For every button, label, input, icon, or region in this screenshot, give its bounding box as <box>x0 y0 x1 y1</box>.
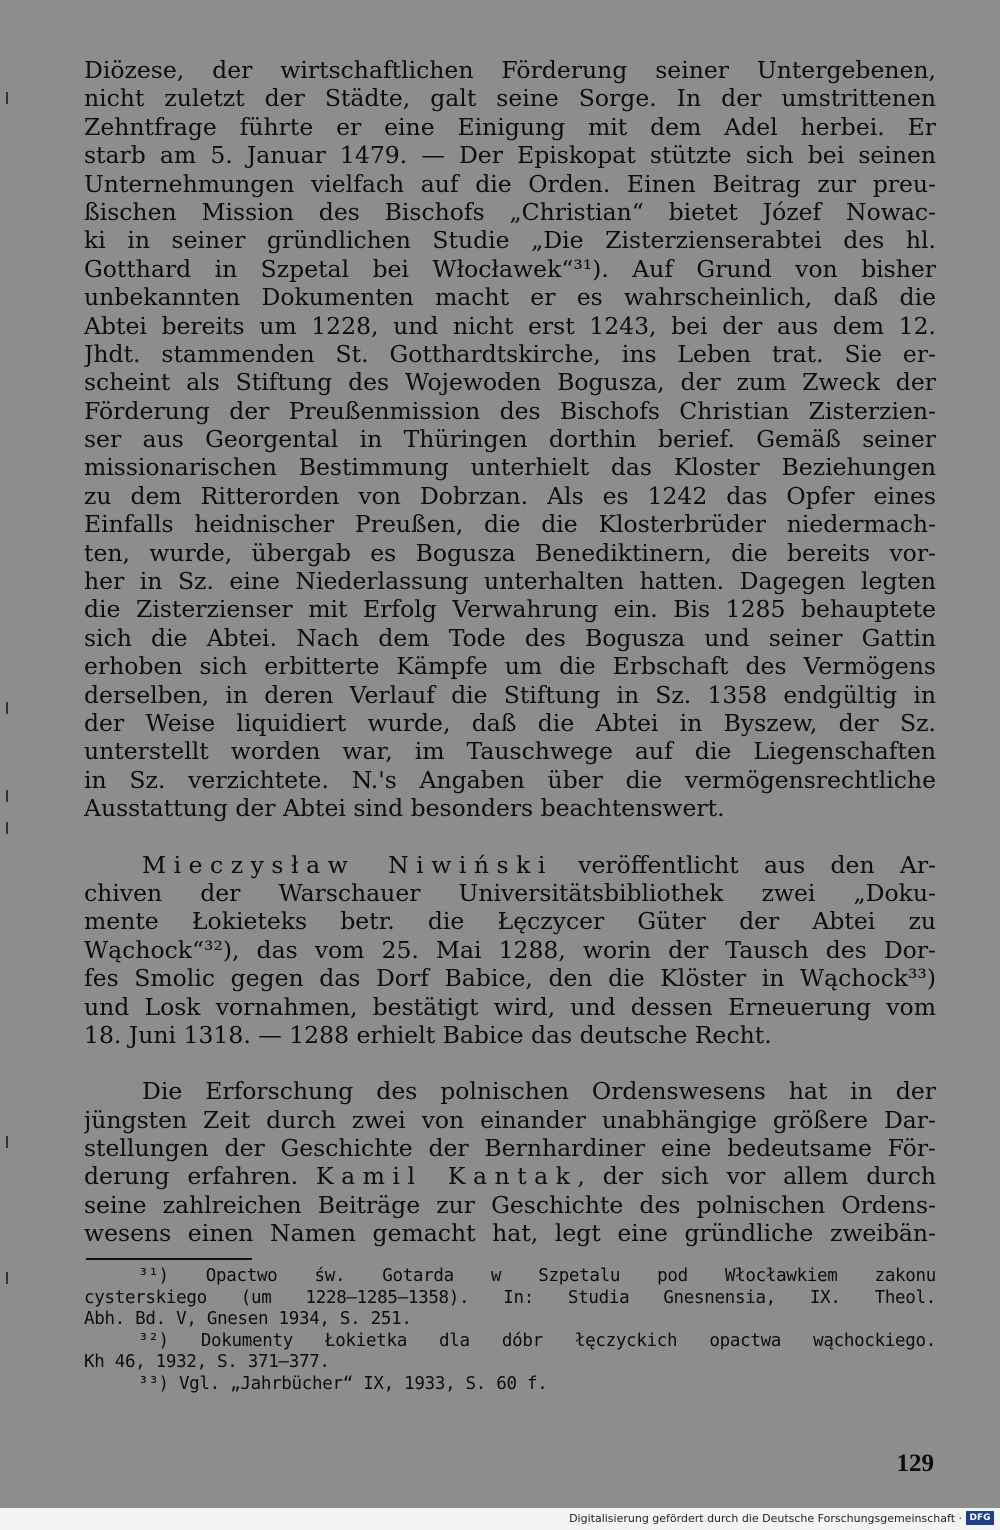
footnote-line: Abh. Bd. V, Gnesen 1934, S. 251. <box>84 1309 412 1330</box>
text-line: der Weise liquidiert wurde, daß die Abtei in Byszew, der Sz. <box>84 708 936 737</box>
text-line: missionarischen Bestimmung unterhielt das Kloster Beziehungen <box>84 453 936 482</box>
text-line: in Sz. verzichtete. N.'s Angaben über die vermögensrechtliche <box>84 765 936 794</box>
text-line: und Losk vornahmen, bestätigt wird, und dessen Erneuerung vom <box>84 992 936 1021</box>
text-line: sich die Abtei. Nach dem Tode des Bogusza und seiner Gattin <box>84 623 936 652</box>
text-line: Diözese, der wirtschaftlichen Förderung seiner Untergebenen, <box>84 56 936 84</box>
text-line: Ausstattung der Abtei sind besonders beachtenswert. <box>84 794 725 823</box>
text-line: Förderung der Preußenmission des Bischofs Christian Zisterzien- <box>84 396 936 425</box>
text-line: wesens einen Namen gemacht hat, legt eine gründliche zweibän- <box>84 1219 936 1248</box>
text-line: jüngsten Zeit durch zwei von einander unabhängige größere Dar- <box>84 1105 936 1134</box>
text-line: ki in seiner gründlichen Studie „Die Zisterzienserabtei des hl. <box>84 226 936 255</box>
paragraph-gap <box>84 823 936 851</box>
scan-mark <box>6 790 8 802</box>
paragraph-gap <box>84 1049 936 1077</box>
text-line: Zehntfrage führte er eine Einigung mit dem Adel herbei. Er <box>84 112 936 141</box>
text-line: her in Sz. eine Niederlassung unterhalten hatten. Dagegen legten <box>84 567 936 596</box>
text-line: mente Łokieteks betr. die Łęczycer Güter der Abtei zu <box>84 907 936 936</box>
text-line: fes Smolic gegen das Dorf Babice, den die Klöster in Wąchock³³) <box>84 964 936 993</box>
author-name: Kamil Kantak <box>316 1162 578 1191</box>
text-line: zu dem Ritterorden von Dobrzan. Als es 1242 das Opfer eines <box>84 481 936 510</box>
text-line: stellungen der Geschichte der Bernhardiner eine bedeutsame För- <box>84 1134 936 1163</box>
page-number: 129 <box>896 1450 934 1477</box>
footnote-line: ³²) Dokumenty Łokietka dla dóbr łęczyckich opactwa wąchockiego. <box>138 1330 936 1351</box>
text-line: Wąchock“³²), das vom 25. Mai 1288, worin der Tausch des Dor- <box>84 935 936 964</box>
text-run: derung erfahren. <box>84 1162 317 1191</box>
text-line: seine zahlreichen Beiträge zur Geschichte des polnischen Ordens- <box>84 1190 936 1219</box>
footnote-rule <box>86 1258 252 1260</box>
text-line: unbekannten Dokumenten macht er es wahrscheinlich, daß die <box>84 283 936 312</box>
author-name: Mieczysław Niwiński <box>142 850 553 879</box>
scan-mark <box>6 702 8 714</box>
text-line: nicht zuletzt der Städte, galt seine Sorge. In der umstrittenen <box>84 84 936 113</box>
scan-mark <box>6 1136 8 1148</box>
text-line: erhoben sich erbitterte Kämpfe um die Erbschaft des Vermögens <box>84 652 936 681</box>
text-line: die Zisterzienser mit Erfolg Verwahrung ein. Bis 1285 behauptete <box>84 595 936 624</box>
footnote-line: ³³) Vgl. „Jahrbücher“ IX, 1933, S. 60 f. <box>138 1373 548 1394</box>
text-line: scheint als Stiftung des Wojewoden Bogusza, der zum Zweck der <box>84 368 936 397</box>
footnote-line: ³¹) Opactwo św. Gotarda w Szpetalu pod Włocławkiem zakonu <box>138 1266 936 1286</box>
text-line: Gotthard in Szpetal bei Włocławek“³¹). Auf Grund von bisher <box>84 254 936 283</box>
text-line: Jhdt. stammenden St. Gotthardtskirche, ins Leben trat. Sie er- <box>84 339 936 368</box>
text-run: , der sich vor allem durch <box>577 1162 936 1191</box>
scan-mark <box>6 92 8 104</box>
footnote-line: Kh 46, 1932, S. 371—377. <box>84 1352 330 1373</box>
text-line: ten, wurde, übergab es Bogusza Benediktinern, die bereits vor- <box>84 538 936 567</box>
text-line <box>84 851 936 879</box>
text-run: veröffentlicht aus den Ar- <box>552 850 936 879</box>
digitization-footer <box>0 1508 1000 1530</box>
text-line: derselben, in deren Verlauf die Stiftung in Sz. 1358 endgültig in <box>84 680 936 709</box>
footnote-line: cysterskiego (um 1228—1285—1358). In: Studia Gnesnensia, IX. Theol. <box>84 1287 936 1308</box>
margin-scan-marks <box>6 0 10 1508</box>
text-line: Die Erforschung des polnischen Ordenswesens hat in der <box>142 1077 936 1106</box>
text-line <box>84 1162 936 1190</box>
text-line: Unternehmungen vielfach auf die Orden. Einen Beitrag zur preu- <box>84 169 936 198</box>
text-line: Abtei bereits um 1228, und nicht erst 1243, bei der aus dem 12. <box>84 311 936 340</box>
text-line: unterstellt worden war, im Tauschwege auf die Liegenschaften <box>84 737 936 766</box>
body-text <box>84 56 936 1248</box>
text-line: ßischen Mission des Bischofs „Christian“ bietet Józef Nowac- <box>84 197 936 226</box>
text-line: Einfalls heidnischer Preußen, die die Klosterbrüder niedermach- <box>84 510 936 539</box>
scan-mark <box>6 1272 8 1284</box>
text-line: ser aus Georgental in Thüringen dorthin berief. Gemäß seiner <box>84 425 936 454</box>
text-line: 18. Juni 1318. — 1288 erhielt Babice das deutsche Recht. <box>84 1020 772 1049</box>
scan-mark <box>6 822 8 834</box>
funding-credit: Digitalisierung gefördert durch die Deutsche Forschungsgemeinschaft · <box>569 1512 962 1525</box>
text-line: chiven der Warschauer Universitätsbibliothek zwei „Doku- <box>84 878 936 907</box>
dfg-logo: DFG <box>966 1511 994 1525</box>
footnotes <box>84 1266 936 1396</box>
text-line: starb am 5. Januar 1479. — Der Episkopat stützte sich bei seinen <box>84 141 936 170</box>
